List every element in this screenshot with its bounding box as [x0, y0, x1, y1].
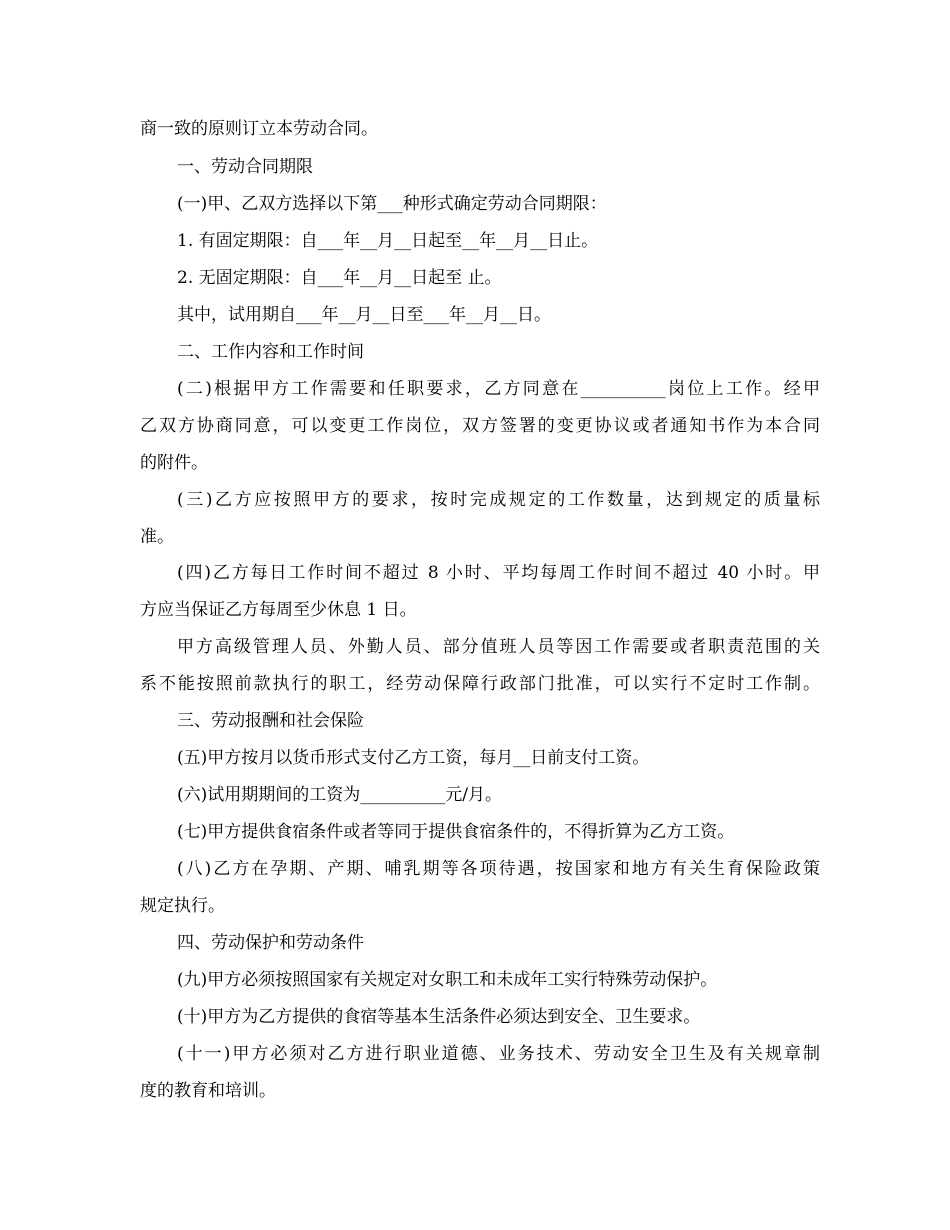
exception-line-2: 系不能按照前款执行的职工，经劳动保障行政部门批准，可以实行不定时工作制。 [140, 674, 820, 694]
section-heading-2: 二、工作内容和工作时间 [177, 342, 364, 362]
clause-5: (五)甲方按月以货币形式支付乙方工资，每月__日前支付工资。 [177, 748, 650, 768]
clause-4-line-2: 方应当保证乙方每周至少休息 1 日。 [140, 600, 417, 620]
clause-9: (九)甲方必须按照国家有关规定对女职工和未成年工实行特殊劳动保护。 [177, 970, 718, 990]
clause-6: (六)试用期期间的工资为__________元/月。 [177, 785, 502, 805]
clause-3-line-1: (三)乙方应按照甲方的要求，按时完成规定的工作数量，达到规定的质量标 [177, 490, 820, 510]
clause-8-line-2: 规定执行。 [140, 896, 225, 916]
clause-3-line-2: 准。 [140, 527, 174, 547]
clause-2-line-1: (二)根据甲方工作需要和任职要求，乙方同意在__________岗位上工作。经甲 [177, 379, 820, 399]
clause-2-line-2: 乙双方协商同意，可以变更工作岗位，双方签署的变更协议或者通知书作为本合同 [140, 416, 820, 436]
clause-10: (十)甲方为乙方提供的食宿等基本生活条件必须达到安全、卫生要求。 [177, 1007, 701, 1027]
clause-4-line-1: (四)乙方每日工作时间不超过 8 小时、平均每周工作时间不超过 40 小时。甲 [177, 563, 820, 583]
section-heading-4: 四、劳动保护和劳动条件 [177, 933, 364, 953]
option-fixed-term: 1. 有固定期限：自___年__月__日起至__年__月__日止。 [177, 231, 599, 251]
paragraph-line: 商一致的原则订立本劳动合同。 [140, 119, 378, 139]
clause-1: (一)甲、乙双方选择以下第___种形式确定劳动合同期限： [177, 194, 607, 214]
option-open-term: 2. 无固定期限：自___年__月__日起至 止。 [177, 268, 502, 288]
clause-7: (七)甲方提供食宿条件或者等同于提供食宿条件的，不得折算为乙方工资。 [177, 822, 735, 842]
clause-2-line-3: 的附件。 [140, 453, 208, 473]
probation-period: 其中，试用期自___年__月__日至___年__月__日。 [177, 305, 551, 325]
clause-11-line-1: (十一)甲方必须对乙方进行职业道德、业务技术、劳动安全卫生及有关规章制 [177, 1044, 820, 1064]
exception-line-1: 甲方高级管理人员、外勤人员、部分值班人员等因工作需要或者职责范围的关 [177, 637, 820, 657]
section-heading-3: 三、劳动报酬和社会保险 [177, 711, 364, 731]
clause-8-line-1: (八)乙方在孕期、产期、哺乳期等各项待遇，按国家和地方有关生育保险政策 [177, 859, 820, 879]
section-heading-1: 一、劳动合同期限 [177, 157, 313, 177]
clause-11-line-2: 度的教育和培训。 [140, 1081, 276, 1101]
